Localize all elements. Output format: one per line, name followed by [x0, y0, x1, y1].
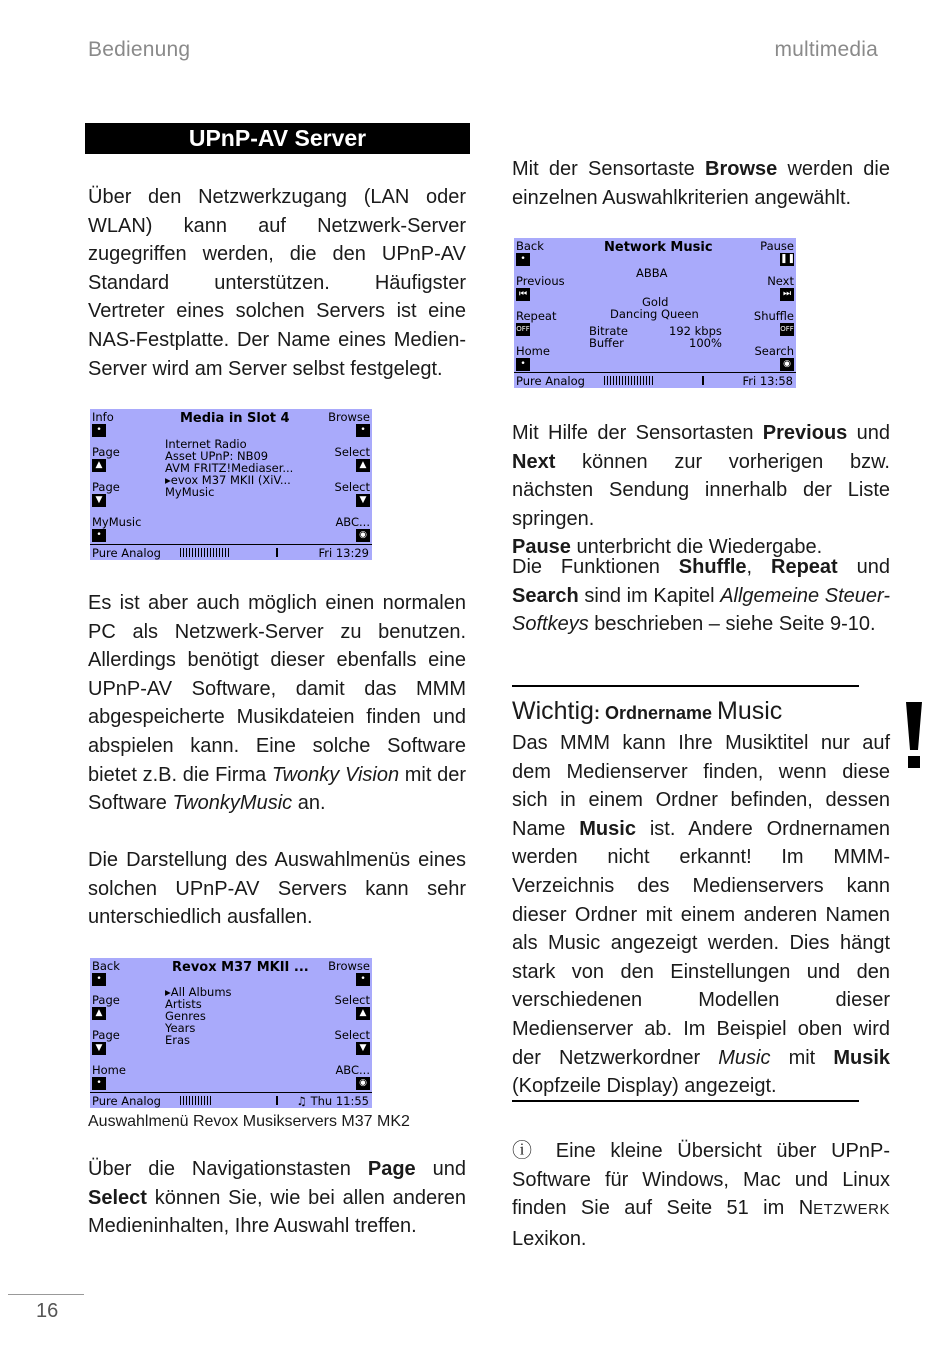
lcd-right-key-label: Select	[334, 445, 370, 459]
lcd-right-key-label: Browse	[328, 410, 370, 424]
softkey-icon: •	[92, 424, 106, 437]
lcd-left-key-label: Back	[516, 239, 544, 253]
off-toggle-icon: OFF	[516, 323, 530, 336]
lcd-artist: ABBA	[636, 266, 668, 280]
lcd-list-item: Asset UPnP: NB09	[165, 449, 269, 463]
lcd-title: Media in Slot 4	[180, 411, 290, 426]
lcd-left-key-label: MyMusic	[92, 515, 142, 529]
lcd-right-key-label: Shuffle	[753, 309, 794, 323]
note-top-rule	[512, 685, 859, 687]
lcd-left-key-label: Page	[92, 1028, 120, 1042]
lcd-right-key-label: Select	[334, 1028, 370, 1042]
running-header-left: Bedienung	[88, 38, 191, 61]
lcd-status-time: Fri 13:58	[742, 374, 793, 388]
figure-caption: Auswahlmenü Revox Musikservers M37 MK2	[88, 1113, 410, 1130]
lcd-buffer-value: 100%	[689, 336, 722, 350]
note-bottom-rule	[512, 1100, 859, 1102]
up-arrow-icon: ▲	[356, 1007, 370, 1020]
lcd-right-key-label: Browse	[328, 959, 370, 973]
softkey-icon: •	[92, 973, 106, 986]
pause-icon: ❚❚	[780, 254, 796, 264]
lcd-left-key-label: Page	[92, 480, 120, 494]
note-title: Wichtig: Ordnername Music	[512, 697, 783, 725]
lcd-list-item: Years	[165, 1021, 196, 1035]
lcd-title: Network Music	[604, 240, 713, 255]
up-arrow-icon: ▲	[92, 1007, 106, 1020]
lcd-left-key-label: Info	[92, 410, 114, 424]
next-icon: ⏭	[780, 288, 794, 301]
right-paragraph-2: Mit Hilfe der Sensortasten Previous und Next können zur vorherigen bzw. nächsten Sendung innerhalb der Liste springen. Pause unterbricht die Wiedergabe.	[512, 422, 890, 559]
lcd-bitrate-label: Bitrate	[589, 324, 628, 338]
lcd-left-key-label: Home	[92, 1063, 126, 1077]
lcd-right-key-label: Search	[754, 344, 794, 358]
lcd-revox-browse	[90, 958, 372, 1108]
lcd-right-key-label: Select	[334, 993, 370, 1007]
right-paragraph-1: Mit der Sensortaste Browse werden die einzelnen Auswahlkriterien angewählt.	[512, 158, 890, 209]
up-arrow-icon: ▲	[92, 459, 106, 472]
down-arrow-icon: ▼	[92, 1042, 106, 1055]
lcd-status-bar	[514, 372, 796, 388]
right-paragraph-3: Die Funktionen Shuffle, Repeat und Search sind im Kapitel Allgemeine Steuer-Softkeys beschrieben – siehe Seite 9-10.	[512, 556, 891, 636]
lcd-buffer-label: Buffer	[589, 336, 624, 350]
level-meter	[604, 376, 654, 385]
lcd-title: Revox M37 MKII ...	[172, 960, 309, 975]
lcd-status-bar	[90, 1092, 372, 1108]
lcd-media-in-slot	[90, 409, 372, 560]
softkey-icon: •	[92, 1077, 106, 1090]
page-number-rule	[8, 1294, 84, 1295]
info-icon: ⓘ	[512, 1140, 542, 1162]
exclamation-icon	[903, 702, 925, 770]
lcd-list-item: ▸evox M37 MKII (XiV...	[165, 473, 291, 487]
lcd-network-music	[514, 238, 796, 388]
lcd-status-source: Pure Analog	[92, 1094, 161, 1108]
lcd-status-bar	[90, 544, 372, 560]
down-arrow-icon: ▼	[92, 494, 106, 507]
softkey-icon: •	[92, 529, 106, 542]
lcd-left-key-label: Previous	[516, 274, 565, 288]
lcd-list-item: Genres	[165, 1009, 206, 1023]
level-marker	[276, 548, 278, 557]
lcd-list-item: Artists	[165, 997, 202, 1011]
level-meter	[180, 1096, 212, 1105]
info-paragraph: ⓘ Eine kleine Übersicht über UPnP-Software für Windows, Mac und Linux finden Sie auf Seite 51 im NETZWERK Lexikon.	[512, 1140, 890, 1250]
page-number: 16	[36, 1300, 59, 1322]
left-paragraph-4: Über die Navigationstasten Page und Select können Sie, wie bei allen anderen Medieninhalten, Ihre Auswahl treffen.	[88, 1158, 466, 1238]
left-paragraph-3: Die Darstellung des Auswahlmenüs eines solchen UPnP-AV Servers kann sehr unterschiedlich ausfallen.	[88, 849, 466, 929]
lcd-status-time: ♫ Thu 11:55	[296, 1094, 369, 1108]
lcd-right-key-label: Select	[334, 480, 370, 494]
lcd-left-key-label: Repeat	[516, 309, 557, 323]
softkey-icon: •	[516, 253, 530, 266]
target-icon: ◉	[356, 529, 370, 542]
lcd-album: Gold	[642, 295, 669, 309]
running-header-right: multimedia	[774, 38, 878, 61]
lcd-status-source: Pure Analog	[92, 546, 161, 560]
lcd-right-key-label: ABC...	[335, 515, 370, 529]
lcd-list-item: Eras	[165, 1033, 191, 1047]
lcd-bitrate-value: 192 kbps	[669, 324, 722, 338]
target-icon: ◉	[356, 1077, 370, 1090]
left-paragraph-2: Es ist aber auch möglich einen normalen PC als Netzwerk-Server zu benutzen. Allerdings benötigt dieser ebenfalls eine UPnP-AV Software, damit das MMM abgespeicherte Musikdateien finden und abspielen kann. Eine solche Software bietet z.B. die Firma Twonky Vision mit der Software TwonkyMusic an.	[88, 592, 467, 815]
previous-icon: ⏮	[516, 288, 530, 301]
lcd-list-item: MyMusic	[165, 485, 215, 499]
softkey-icon: •	[356, 424, 370, 437]
level-marker	[702, 376, 704, 385]
left-paragraph-1: Über den Netzwerkzugang (LAN oder WLAN) kann auf Netzwerk-Server zugegriffen werden, die den UPnP-AV Standard unterstützen. Häufigster Vertreter eines solchen Servers ist eine NAS-Festplatte. Der Name eines Medien-Server wird am Server selbst festgelegt.	[88, 186, 466, 380]
section-title: UPnP-AV Server	[85, 123, 470, 154]
lcd-left-key-label: Page	[92, 993, 120, 1007]
up-arrow-icon: ▲	[356, 459, 370, 472]
softkey-icon: •	[356, 973, 370, 986]
lcd-right-key-label: Next	[767, 274, 794, 288]
lcd-left-key-label: Page	[92, 445, 120, 459]
lcd-list-item: ▸All Albums	[165, 985, 232, 999]
lcd-left-key-label: Back	[92, 959, 120, 973]
level-meter	[180, 548, 230, 557]
softkey-icon: •	[516, 358, 530, 371]
lcd-right-key-label: Pause	[760, 239, 794, 253]
off-toggle-icon: OFF	[780, 323, 794, 336]
lcd-right-key-label: ABC...	[335, 1063, 370, 1077]
level-marker	[276, 1096, 278, 1105]
lcd-list-item: AVM FRITZ!Mediaser...	[165, 461, 294, 475]
lcd-track: Dancing Queen	[610, 307, 699, 321]
lcd-status-source: Pure Analog	[516, 374, 585, 388]
note-body: Das MMM kann Ihre Musiktitel nur auf dem Medienserver finden, wenn diese sich in einem Ordner befinden, dessen Name Music ist. Andere Ordnernamen werden nicht erkannt! Im MMM-Verzeichnis des Medienservers kann dieser Ordner mit einem anderen Namen als Music angezeigt werden. Dies hängt stark von den Einstellungen und den verschiedenen Modellen dieser Medienserver ab. Im Beispiel oben wird der Netzwerkordner Music mit Musik (Kopfzeile Display) angezeigt.	[512, 732, 891, 1098]
down-arrow-icon: ▼	[356, 494, 370, 507]
lcd-list-item: Internet Radio	[165, 437, 247, 451]
down-arrow-icon: ▼	[356, 1042, 370, 1055]
lcd-status-time: Fri 13:29	[318, 546, 369, 560]
target-icon: ◉	[780, 358, 794, 371]
lcd-left-key-label: Home	[516, 344, 550, 358]
